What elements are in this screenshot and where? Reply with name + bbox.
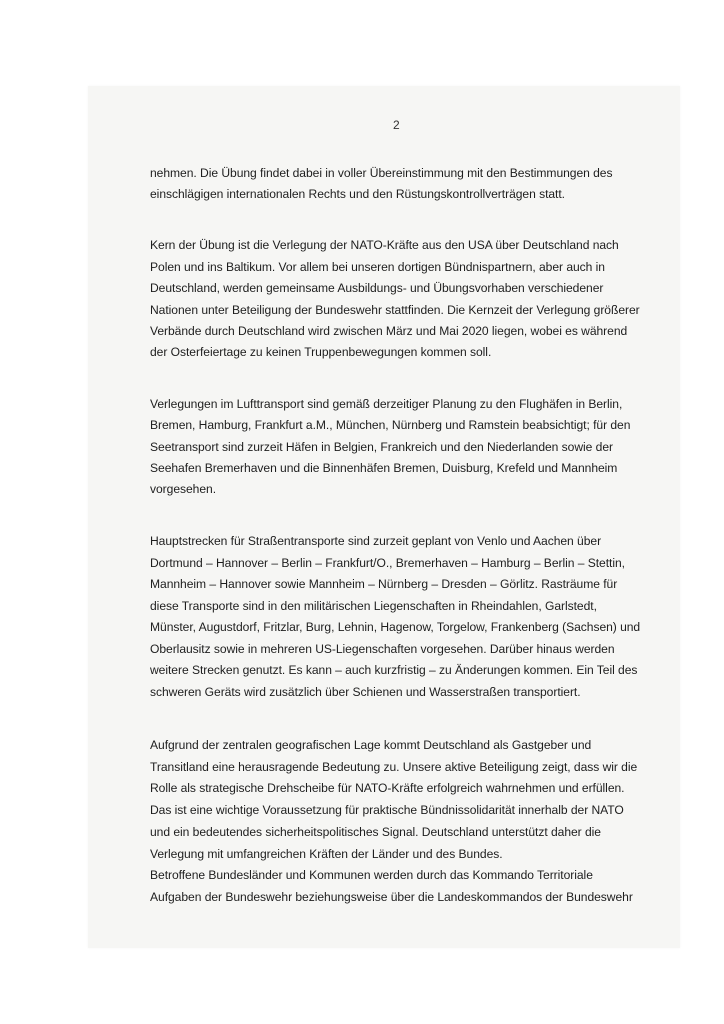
paragraph-3-line-4: Seehafen Bremerhaven und die Binnenhäfen Bremen, Duisburg, Krefeld und Mannheim [150,461,618,475]
paragraph-4-line-8: schweren Geräts wird zusätzlich über Schienen und Wasserstraßen transportiert. [150,685,581,699]
paragraph-4-line-4: diese Transporte sind in den militärischen Liegenschaften in Rheindahlen, Garlstedt, [150,599,597,613]
paragraph-5-line-4: Das ist eine wichtige Voraussetzung für praktische Bündnissolidarität innerhalb der NATO [150,803,624,817]
paragraph-2-line-3: Deutschland, werden gemeinsame Ausbildungs- und Übungsvorhaben verschiedener [150,281,604,295]
paragraph-5-line-8: Aufgaben der Bundeswehr beziehungsweise über die Landeskommandos der Bundeswehr [150,890,633,904]
paragraph-4-line-3: Mannheim – Hannover sowie Mannheim – Nürnberg – Dresden – Görlitz. Rasträume für [150,577,618,591]
paragraph-4-line-7: weitere Strecken genutzt. Es kann – auch kurzfristig – zu Änderungen kommen. Ein Teil des [150,663,638,677]
paragraph-1-line-1: nehmen. Die Übung findet dabei in voller Übereinstimmung mit den Bestimmungen des [150,166,613,180]
paragraph-2-line-2: Polen und ins Baltikum. Vor allem bei unseren dortigen Bündnispartnern, aber auch in [150,260,605,274]
paragraph-4-line-2: Dortmund – Hannover – Berlin – Frankfurt/O., Bremerhaven – Hamburg – Berlin – Stettin, [150,556,625,570]
paragraph-3-line-2: Bremen, Hamburg, Frankfurt a.M., München, Nürnberg und Ramstein beabsichtigt; für den [150,418,631,432]
paragraph-4-line-1: Hauptstrecken für Straßentransporte sind zurzeit geplant von Venlo und Aachen über [150,534,602,548]
paragraph-2-line-4: Nationen unter Beteiligung der Bundeswehr stattfinden. Die Kernzeit der Verlegung größerer [150,303,640,317]
paragraph-2-line-5: Verbände durch Deutschland wird zwischen März und Mai 2020 liegen, wobei es während [150,324,628,338]
paragraph-2-line-6: der Osterfeiertage zu keinen Truppenbewegungen kommen soll. [150,345,492,359]
paragraph-5-line-1: Aufgrund der zentralen geografischen Lage kommt Deutschland als Gastgeber und [150,738,592,752]
paragraph-5-line-6: Verlegung mit umfangreichen Kräften der Länder und des Bundes. [150,847,503,861]
paragraph-1-line-2: einschlägigen internationalen Rechts und den Rüstungskontrollverträgen statt. [150,187,565,201]
paragraph-5-line-3: Rolle als strategische Drehscheibe für NATO-Kräfte erfolgreich wahrnehmen und erfüllen. [150,781,625,795]
paragraph-3-line-1: Verlegungen im Lufttransport sind gemäß derzeitiger Planung zu den Flughäfen in Berlin, [150,397,623,411]
paragraph-5-line-5: und ein bedeutendes sicherheitspolitisches Signal. Deutschland unterstützt daher die [150,825,601,839]
paragraph-5-line-7: Betroffene Bundesländer und Kommunen werden durch das Kommando Territoriale [150,868,593,882]
paragraph-5-line-2: Transitland eine herausragende Bedeutung zu. Unsere aktive Beteiligung zeigt, dass wir die [150,760,638,774]
paragraph-4-line-6: Oberlausitz sowie in mehreren US-Liegenschaften vorgesehen. Darüber hinaus werden [150,642,615,656]
page-number: 2 [393,118,400,132]
paragraph-2-line-1: Kern der Übung ist die Verlegung der NATO-Kräfte aus den USA über Deutschland nach [150,238,619,252]
scanned-page [88,86,680,948]
paragraph-3-line-3: Seetransport sind zurzeit Häfen in Belgien, Frankreich und den Niederlanden sowie der [150,440,613,454]
paragraph-3-line-5: vorgesehen. [150,482,217,496]
paragraph-4-line-5: Münster, Augustdorf, Fritzlar, Burg, Lehnin, Hagenow, Torgelow, Frankenberg (Sachsen) und [150,620,641,634]
